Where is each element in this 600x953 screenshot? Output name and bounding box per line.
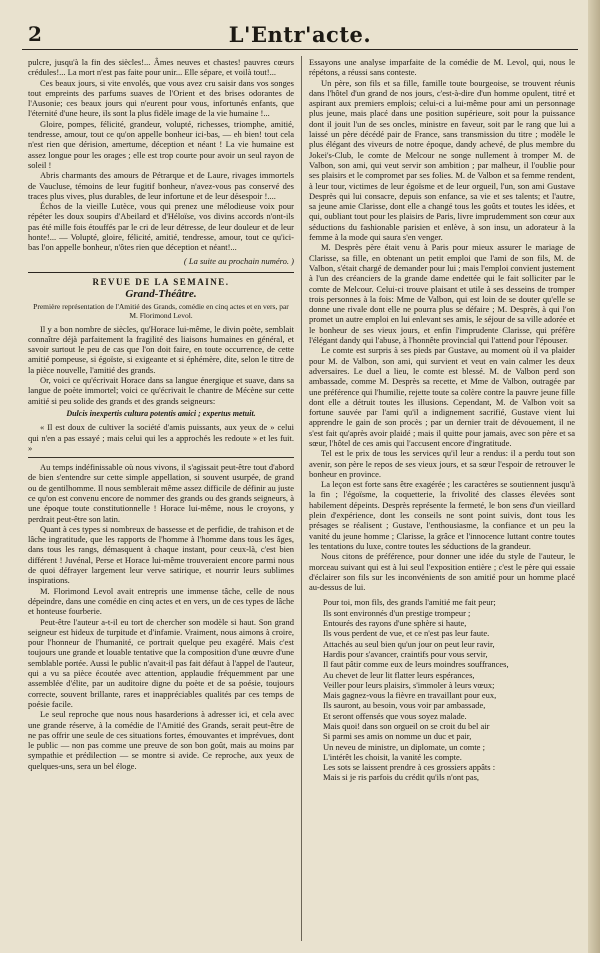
verse-line: Hardis pour s'avancer, craintifs pour vous servir, (323, 648, 488, 659)
verse-line: Pour toi, mon fils, des grands l'amitié me fait peur; (323, 597, 496, 608)
verse-line: Mais si je ris parfois du crédit qu'ils n'ont pas, (323, 772, 480, 783)
review-paragraph: Il y a bon nombre de siècles, qu'Horace lui-même, le divin poète, semblait connaître déjà parfaitement la fragilité des liaisons humaines en général, et savoir surtout le peu de cas que l'on doit faire, en toute occurrence, de cette amitié pompeuse, si égoïste, si exigeante et si éphémère, dite, selon le titre de la pièce nouvelle, l'amitié des grands. (28, 323, 294, 375)
premiere-note: Première représentation de l'Amitié des Grands, comédie en cinq actes et en vers, par M. Florimond Levol. (33, 301, 289, 320)
verse-line: Mais quoi! dans son orgueil on se croit du bel air (323, 721, 490, 731)
subsection-title: Grand-Théâtre. (125, 288, 197, 301)
review-paragraph: Un père, son fils et sa fille, famille toute bourgeoise, se trouvent réunis dans l'hôtel d'un grand de nos jours, c'est-à-dire d'un homme opulent, titré et aspirant aux premiers emplois; celui-ci a lui-même pour ami un personnage plus jeune, mais placé dans une position supérieure, soit pour la puissance dont il jouit l'un de ses oncles, ministre en faveur, soit par le rang que lui a laissé un père décédé pair de France, sans transmission du titre ; modèle le plus élégant des viveurs de notre époque, dandy achevé, de plus membre du Jokei's-Club, le comte de Melcour ne songe nullement à tromper M. de Valbon, son ami, qui veut servir son ambition ; par malheur, il l'oublie pour ses plaisirs et le compromet par ses folies. M. de Valbon et sa femme rendent, à leur tour, victimes de leur égoïsme et de leur orgueil, l'un, son ami Gustave Desprès qui lui consacre, depuis son enfance, sa vie et ses talents; et l'autre, sa jeune amie Clarisse, dont elle a changé tous les goûts et toutes les idées, et qui, oubliant tout pour les plaisirs de Paris, livre imprudemment son cœur aux séductions du fashionable parisien et enlève, à son insu, un adorateur à la femme à la mode qui saura s'en venger. (309, 77, 575, 243)
journal-title: L'Entr'acte. (228, 22, 372, 47)
french-quote: « Il est doux de cultiver la société d'amis puissants, aux yeux de » celui qui n'en a pas essayé ; mais celui qui les a approchés les redoute » et les fuit. » (28, 422, 294, 453)
verse-line: L'intérêt les choisit, la vanité les compte. (323, 751, 462, 762)
poem-paragraph: Échos de la vieille Lutèce, vous qui prenez une mélodieuse voix pour répéter les doux soupirs d'Abeilard et d'Héloïse, vos divins accords n'ont-ils pas été mille fois étouffés par le cri de leur détresse, de leur douleur et de leur honte!... — Volupté, gloire, félicité, amitié, tendresse, amour, tout ce qu'ici-bas l'on appelle bonheur, n'ôtes rien que déception et néant!... (28, 201, 294, 253)
poem-paragraph: Gloire, pompes, félicité, grandeur, volupté, richesses, triomphe, amitié, tendresse, amour, tout ce qu'on appelle bonheur ici-bas, — eh bien! tout cela n'est rien que dérision, amertume, déception et néant ! La vie humaine est assez longue pour les orages ; elle est trop courte pour avoir un seul rayon de soleil ! (28, 118, 294, 170)
review-paragraph: La leçon est forte sans être exagérée ; les caractères se soutiennent jusqu'à la fin ; l'égoïsme, la coquetterie, la frivolité des classes élevées sont habilement dépeints. Desprès représente la fermeté, le bon sens d'un vieillard plein d'expérience, dont les conseils ne sont point suivis, dont tous les présages se réalisent ; Gustave, l'enthousiasme, la confiance et un peu la vanité du jeune homme ; Clarisse, la grâce et l'innocence luttant contre toutes les tentations du luxe, contre toutes les séductions de la grandeur. (309, 479, 575, 551)
review-paragraph: Tel est le prix de tous les services qu'il leur a rendus: il a perdu tout son avenir, son père le repos de ses vieux jours, et sa sœur l'espoir de retrouver le bonheur en province. (309, 448, 575, 479)
right-column (309, 57, 575, 783)
continuation-note: ( La suite au prochain numéro. ) (183, 255, 294, 266)
verse-line: Ils sont environnés d'un prestige trompeur ; (323, 607, 471, 618)
verse-line: Si parmi ses amis on nomme un duc et pair, (323, 731, 472, 742)
section-title: REVUE DE LA SEMAINE. (92, 276, 230, 287)
verse-line: Les sots se laissent prendre à ces grossiers appâts : (323, 762, 496, 773)
page-header (22, 22, 578, 48)
review-paragraph: Le seul reproche que nous nous hasarderions à adresser ici, et cela avec une grande réserve, à la comédie de l'Amitié des Grands, serait peut-être de ne pas offrir une seule de ces situations fortes, émouvantes et imprévues, dont le public — non pas comme une preuve de son bon goût, mais au moins par sympathie et prédilection — se montre si avide. Ce reproche, aux yeux de quelques-uns, sera un bel éloge. (28, 709, 294, 771)
review-paragraph: Quant à ces types si nombreux de bassesse et de perfidie, de trahison et de lâche ingratitude, que les rapports de l'homme à l'homme dans tous les âges, dans tous les rangs, démasquent à chaque instant, pour ceux-là, c'est bien différent ! Juvénal, Perse et Horace lui-même trouveraient encore parmi nous de quoi défrayer largement leur verve satirique, et nourrir leurs sublimes inspirations. (28, 523, 294, 586)
verse-line: Veiller pour leurs plaisirs, s'immoler à leurs vœux; (323, 679, 495, 690)
verse-line: Ils vous perdent de vue, et ce n'est pas leur faute. (323, 628, 490, 639)
quote-rule (28, 457, 294, 458)
review-paragraph: M. Florimond Levol avait entrepris une immense tâche, celle de nous dépeindre, dans une comédie en cinq actes et en vers, un de ces types de lâche et honteuse fourberie. (28, 585, 294, 617)
verse-line: Attachés au seul bien qu'un jour on peut leur ravir, (323, 638, 495, 649)
page-binding-edge (588, 0, 600, 953)
poem-paragraph: pulcre, jusqu'à la fin des siècles!... Âmes neuves et chastes! pauvres cœurs crédules!... La mort n'est pas faite pour unir... Elle sépare, et voilà tout!... (28, 57, 294, 78)
verse-line: Mais gagnez-vous la fièvre en travaillant pour eux, (323, 690, 497, 701)
section-rule (28, 272, 294, 273)
review-paragraph: Nous citons de préférence, pour donner une idée du style de l'auteur, le morceau suivant qui est à lui seul l'exposition entière ; c'est le père qui essaie d'éclairer son fils sur les inconvénients de son amitié pour un homme placé au-dessus de lui. (309, 551, 575, 593)
review-paragraph: Peut-être l'auteur a-t-il eu tort de chercher son modèle si haut. Son grand seigneur est hideux de turpitude et d'infamie. Vraiment, nous aimons à croire, pour l'honneur de l'humanité, ce portrait quelque peu exagéré. Mais c'est toujours une grande et louable tentative que la composition d'une œuvre d'une semblable portée. Aussi le public n'avait-il pas fait défaut à l'appel de l'auteur, qui a vu sa pièce écoutée avec attention, applaudie fréquemment par une assemblée d'élite, par un auditoire digne du poète et de sa poésie, toujours correcte, souvent brillante, rares et inappréciables qualités par ces temps de poésie facile. (28, 616, 294, 709)
verse-block (309, 597, 575, 782)
column-divider (301, 56, 302, 941)
review-paragraph: Essayons une analyse imparfaite de la comédie de M. Levol, qui, nous le répétons, a réussi sans conteste. (309, 57, 575, 78)
verse-line: Ils sauront, au besoin, vous voir par ambassade, (323, 700, 486, 711)
verse-line: Entourés des rayons d'une sphère si haute, (323, 618, 467, 629)
verse-line: Et seront offensés que vous soyez malade. (323, 710, 467, 721)
review-paragraph: Le comte est surpris à ses pieds par Gustave, au moment où il va plaider pour M. de Valbon, son ami, qui survient et veut en vain calmer les deux adversaires. Le duel a lieu, le comte est blessé. M. de Valbon perd son ambassade, comme M. Desprès sa recette, et Mme de Valbon, outragée par une préférence qui l'humilie, rejette toute sa colère contre la pauvre jeune fille dont elle a détruit toutes les illusions. Cependant, M. de Valbon voit sa fortune sauvée par l'ami qu'il a indignement sacrifié, Gustave vient lui apprendre le gain de son procès ; par un dernier trait de dévouement, il ne s'est fait qu'après avoir plaidé ; mais il quitte pour jamais, avec son père et sa sœur, l'hôtel de ces amis qui l'accusent encore d'ingratitude. (309, 345, 575, 448)
verse-line: Un neveu de ministre, un diplomate, un comte ; (323, 741, 485, 752)
poem-paragraph: Abris charmants des amours de Pétrarque et de Laure, rivages immortels de Vaucluse, témoins de leur fugitif bonheur, n'avez-vous pas conservé des traces plus vives, plus durables, de leur infortune et de leur désespoir !.... (28, 170, 294, 201)
review-paragraph: M. Desprès père était venu à Paris pour mieux assurer le mariage de Clarisse, sa fille, en obtenant un petit emploi que l'ami de son fils, M. de Valbon, s'était chargé de demander pour lui ; mais l'emploi convient justement à l'un des créanciers de la grande dame endettée qui le fait solliciter par le comte de Melcour. Celui-ci trouve plaisant et utile à ses desseins de tromper trois personnes à la fois: Mme de Valbon, qui est loin de se douter qu'elle se donne une rivale dont elle ne pourra plus se défaire ; M. Desprès, à qui l'on promet un autre emploi en lui enlevant ses amis, le séjour de sa ville adorée et le bonheur de ses vieux jours, et enfin l'imprudente Clarisse, qui préfère l'élégant dandy qui l'abuse, à l'honnête provincial qui l'attend pour l'épouser. (309, 242, 575, 346)
review-paragraph: Au temps indéfinissable où nous vivons, il s'agissait peut-être tout d'abord de bien s'entendre sur cette simple appellation, si souvent usurpée, de grand ou de gentilhomme. Il nous semblerait même assez difficile de définir au juste ce qu'on est convenu encore de nommer des grands ou des grands seigneurs, à une époque toute constitutionnelle ! Horace lui-même, nous le croyons, y perdrait peut-être son latin. (28, 462, 294, 524)
poem-paragraph: Ces beaux jours, si vite envolés, que vous avez cru saisir dans vos songes tout empreints des parfums suaves de l'Orient et des brises odorantes de l'Ausonie; ces beaux jours qui n'eurent pour vous, infortunés enfants, que l'éternité d'une heure, ils sont la plus fidèle image de la vie humaine !... (28, 77, 294, 119)
latin-quote: Dulcis inexpertis cultura potentis amici ; expertus metuit. (66, 408, 256, 418)
header-rule (22, 49, 578, 50)
verse-line: Il faut pâtir comme eux de leurs moindres souffrances, (323, 659, 509, 670)
review-paragraph: Or, voici ce qu'écrivait Horace dans sa langue énergique et suave, dans sa langue de poète immortel; voici ce qu'écrivait le chantre de Mécène sur cette amitié si peu solide des grands et des grands seigneurs: (28, 375, 294, 406)
page-number: 2 (28, 22, 42, 46)
verse-line: Au chevet de leur lit flatter leurs espérances, (323, 669, 475, 680)
left-column (28, 57, 294, 771)
